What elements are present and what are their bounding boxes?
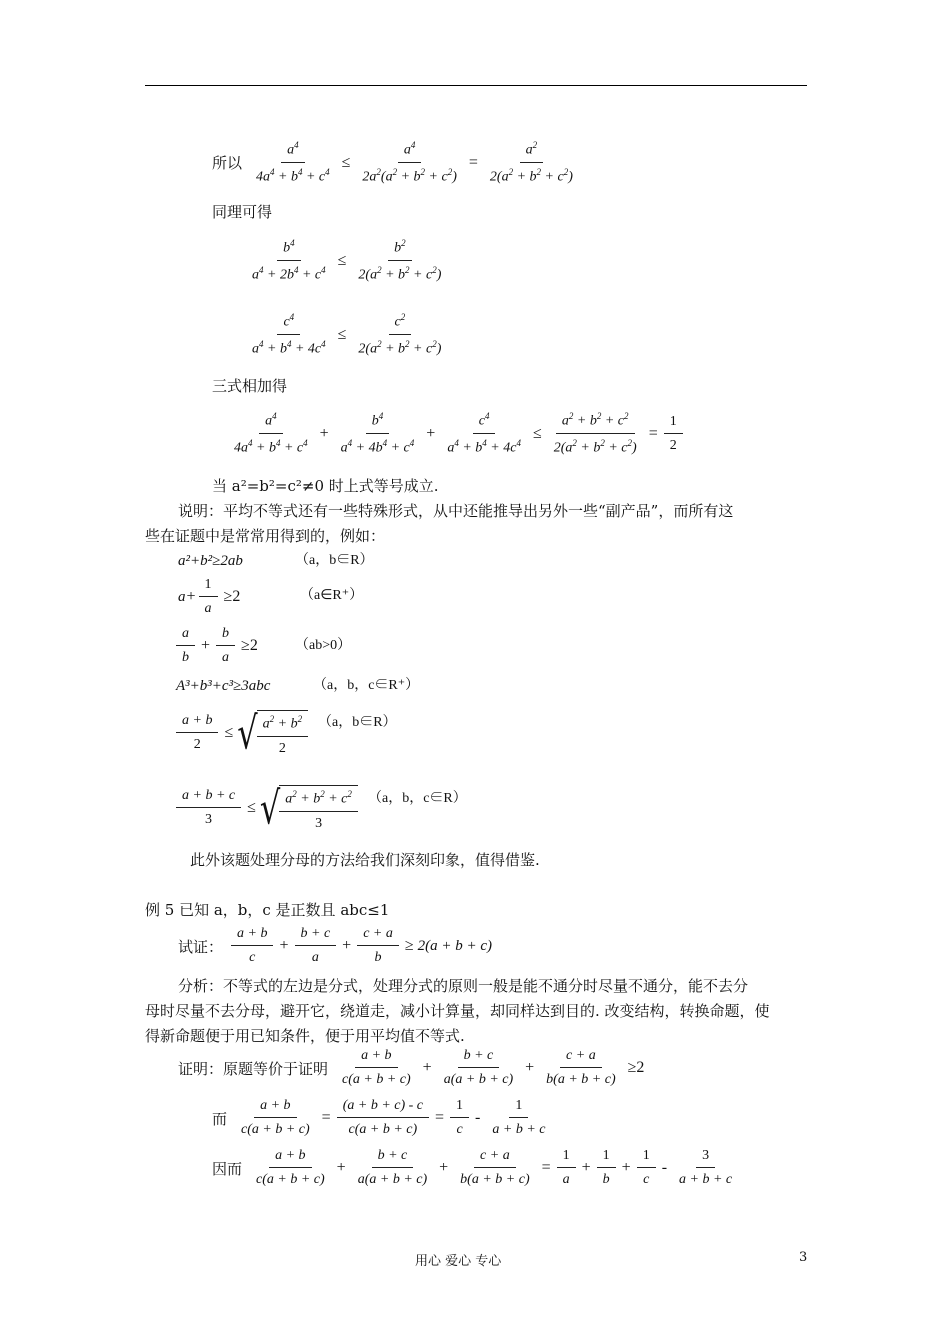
text-shuoming-2: 些在证题中是常常用得到的，例如： [145, 527, 386, 545]
formula-sum: $\frac{a^4}{4a^4 + b^4 + c^4}$ + $\frac{b^4}{a^4 + 4b^4 + c^4}$ + $\frac{c^4}{a^4 + b^4 + 4c^4}$ ≤ $\frac{a^2 + b^2 + c^2}{2(a^2 + b^2 + c^2)}$ = $\frac{1}{2}$ [226, 411, 685, 456]
text-sanshi: 三式相加得 [212, 377, 288, 395]
ineq-2: a + $\frac{1}{a}$ ≥2 [178, 577, 241, 616]
label-yiner: 因而 [212, 1159, 243, 1178]
formula-zhengming: 证明：原题等价于证明 $\frac{a + b}{c(a + b + c)}$ + $\frac{b + c}{a(a + b + c)}$ + $\frac{c + a}{b(a + b + c)}$ ≥2 [178, 1048, 645, 1087]
header-rule [145, 85, 807, 86]
text-li5: 例 5 已知 a，b，c 是正数且 abc≤1 [145, 901, 390, 919]
page-number: 3 [799, 1250, 808, 1265]
ineq-5-cond: （a，b∈R） [318, 715, 397, 730]
ineq-3: $\frac{a}{b}$ + $\frac{b}{a}$ ≥2 [174, 626, 262, 666]
text-fenxi-2: 母时尽量不去分母，避开它，绕道走，减小计算量，却同样达到目的. 改变结构，转换命题，使 [145, 1002, 770, 1020]
ineq-6-cond: （a，b，c∈R） [368, 791, 467, 806]
text-shuoming-1: 说明：平均不等式还有一些特殊形式，从中还能推导出另外一些“副产品”，而所有这 [178, 502, 734, 520]
text-fenxi-3: 得新命题便于用已知条件，便于用平均值不等式. [145, 1027, 465, 1045]
label-er: 而 [212, 1109, 228, 1128]
formula-b: $\frac{b^4}{a^4 + 2b^4 + c^4}$ ≤ $\frac{b^2}{2(a^2 + b^2 + c^2)}$ [252, 238, 442, 283]
formula-yiner: 因而 $\frac{a + b}{c(a + b + c)}$ + $\frac{b + c}{a(a + b + c)}$ + $\frac{c + a}{b(a + b + c)}$ = $\frac{1}{a}$ + $\frac{1}{b}$ + $\frac{1}{c}$ - $\frac{3}{a + b + c}$ [212, 1148, 733, 1187]
footer-center: 用心 爱心 专心 [415, 1254, 502, 1269]
ineq-4-cond: （a，b，c∈R⁺） [313, 678, 420, 693]
formula-shizheng: 试证： $\frac{a + b}{c}$ + $\frac{b + c}{a}$ + $\frac{c + a}{b}$ ≥ 2(a + b + c) [178, 926, 493, 965]
label-shizheng: 试证： [178, 937, 224, 956]
text-dang: 当 a²=b²=c²≠0 时上式等号成立. [212, 477, 439, 495]
text-tongli: 同理可得 [212, 203, 273, 221]
formula-c: $\frac{c^4}{a^4 + b^4 + 4c^4}$ ≤ $\frac{c^2}{2(a^2 + b^2 + c^2)}$ [252, 312, 442, 357]
text-ciwai: 此外该题处理分母的方法给我们深刻印象，值得借鉴. [190, 851, 540, 869]
ineq-3-cond: （ab>0） [295, 638, 352, 653]
ineq-1: a²+b²≥2ab [178, 553, 243, 569]
ineq-2-cond: （a∈R⁺） [300, 588, 364, 603]
formula-suoyi: 所以 $\frac{a^4}{4a^4 + b^4 + c^4}$ ≤ $\frac{a^4}{2a^2(a^2 + b^2 + c^2)}$ = $\frac{a^2}{2(a^2 + b^2 + c^2)}$ [212, 140, 573, 185]
ineq-5: $\frac{a + b}{2}$ ≤ √ $\frac{a^2 + b^2}{2}$ [174, 710, 308, 757]
ineq-1-cond: （a，b∈R） [295, 553, 374, 568]
text-fenxi-1: 分析：不等式的左边是分式，处理分式的原则一般是能不通分时尽量不通分，能不去分 [178, 977, 749, 995]
ineq-4: A³+b³+c³≥3abc [176, 678, 271, 694]
ineq-6: $\frac{a + b + c}{3}$ ≤ √ $\frac{a^2 + b^2 + c^2}{3}$ [174, 785, 358, 832]
formula-er: 而 $\frac{a + b}{c(a + b + c)}$ = $\frac{(a + b + c) - c}{c(a + b + c)}$ = $\frac{1}{c}$ - $\frac{1}{a + b + c}$ [212, 1098, 546, 1137]
label-zhengming: 证明：原题等价于证明 [178, 1059, 329, 1078]
label-suoyi: 所以 [212, 154, 243, 173]
